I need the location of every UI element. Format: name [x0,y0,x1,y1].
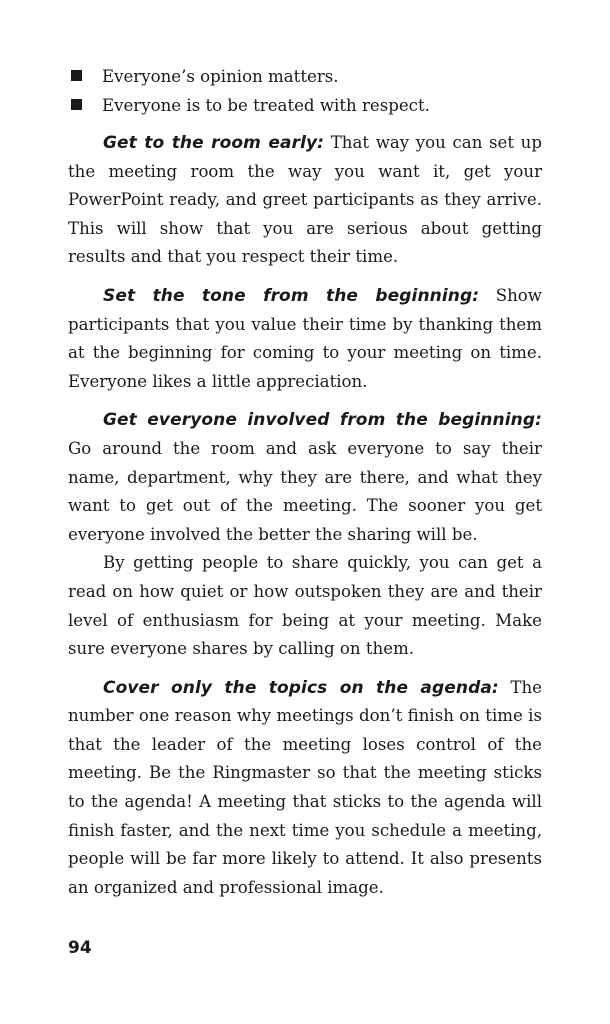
bullet-text: Everyone is to be treated with respect. [102,96,430,115]
page-body [68,62,542,902]
square-bullet-icon [71,70,82,81]
page-number: 94 [68,938,92,958]
paragraph-set-tone [68,282,542,396]
paragraph-text: By getting people to share quickly, you can get a read on how quiet or how outspoken they are and their level of enthusiasm for being at your meeting. Make sure everyone shares by calling on them. [68,553,542,659]
bullet-text: Everyone’s opinion matters. [102,67,339,86]
paragraph-text: The number one reason why meetings don’t finish on time is that the leader of the meeting loses control of the meeting. Be the Ringmaster so that the meeting sticks to the agenda! A meeting that sticks to the agenda will finish faster, and the next time you schedule a meeting, people will be far more likely to attend. It also presents an organized and professional image. [68,677,542,897]
run-in-heading: Get to the room early: [103,133,325,153]
paragraph-text: Go around the room and ask everyone to say their name, department, why they are there, and what they want to get out of the meeting. The sooner you get everyone involved the better the sharing will be. [68,438,542,544]
paragraph-share-quickly [68,549,542,663]
bullet-item [68,62,542,91]
run-in-heading: Set the tone from the beginning: [103,285,480,306]
run-in-heading: Get everyone involved from the beginning: [103,410,542,431]
paragraph-text: Show participants that you value their time by thanking them at the beginning for coming to your meeting on time. Everyone likes a little appreciation. [68,285,542,391]
paragraph-get-involved [68,406,542,549]
run-in-heading: Cover only the topics on the agenda: [103,677,499,698]
bullet-item [68,91,542,120]
square-bullet-icon [71,99,82,110]
bullet-list [68,62,542,120]
paragraph-agenda-topics [68,674,542,903]
paragraph-text: That way you can set up the meeting room the way you want it, get your PowerPoint ready, and greet participants as they arrive. This will show that you are serious about getting results and that you respect their time. [68,133,542,267]
paragraph-room-early [68,129,542,272]
